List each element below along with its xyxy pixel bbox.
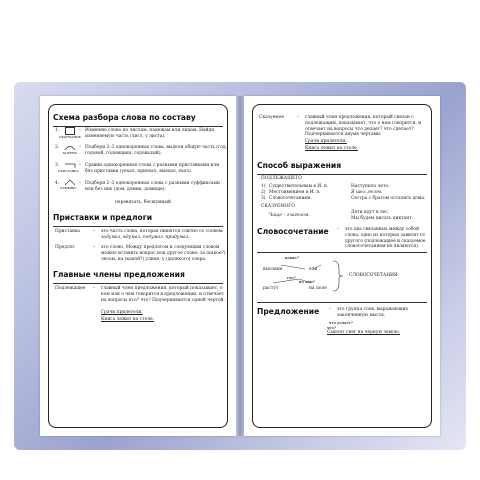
sentence-example: Сыплет снег на черную землю.: [327, 330, 401, 335]
expression-predicate-note: Чаще – глаголом.: [269, 213, 310, 218]
predicate-dash: –: [297, 115, 300, 120]
scheme-item-4-dash: –: [79, 181, 82, 186]
scheme-example: перевязать, бесшумный: [115, 200, 171, 205]
scheme-item-3-dash: –: [79, 163, 82, 168]
expression-item-1-num: 1): [261, 184, 266, 189]
scheme-section: [53, 113, 196, 122]
prefix-dash: –: [93, 229, 96, 234]
phrase-w3: растут: [263, 286, 279, 291]
scheme-item-4-caption: СУФФИКС: [60, 186, 77, 190]
prefixes-divider: [53, 226, 223, 227]
scheme-item-1-caption: ОКОНЧАНИЕ: [59, 135, 81, 139]
phrase-brace: [331, 261, 351, 291]
expression-item-2-num: 2): [261, 190, 266, 195]
predicate-example-1: Грачи прилетели.: [305, 139, 347, 144]
preposition-term: Предлог: [55, 245, 75, 250]
phrase-w1: высокие: [263, 267, 283, 272]
expression-item-1-example: Наступило лето.: [351, 184, 390, 189]
phrase-arrows: [261, 259, 341, 295]
scheme-item-1-text: Изменяю слово по числам, падежам или лицам. Найди изменяемую часть (лист, у листа).: [85, 128, 215, 139]
scheme-item-3-text: Сравни однокоренные слова с разными приставками или без приставки (уехал, приехал, выехал, ехал).: [85, 163, 220, 174]
prefix-text: это часть слова, которая пишется слитно со словом:: [101, 229, 224, 234]
scheme-item-4-text: Подбери 2–3 однокоренных слова с разными суффиксами или без них (дом, домик, домище).: [85, 181, 220, 192]
scheme-item-2-caption: КОРЕНЬ: [63, 151, 77, 155]
expression-item-3-example: Сестра с братом остались дома.: [351, 196, 426, 201]
preposition-dash: –: [93, 245, 96, 250]
phrase-q2: где?: [287, 275, 296, 280]
sentence-text: это группа слов, выражающих законченную мысль.: [337, 307, 409, 318]
scheme-item-1-num: 1.: [55, 128, 60, 133]
subject-dash: –: [93, 286, 96, 291]
expression-title: Способ выражения: [257, 161, 342, 170]
members-divider: [53, 283, 223, 284]
subject-text: главный член предложения, который показывает, о ком или о чем говорится в предложении, и отвечает на вопросы кто? что? Подчеркивается одной чертой.: [101, 286, 225, 303]
suffix-icon: [65, 180, 75, 185]
phrase-title: Словосочетание: [257, 227, 329, 236]
expression-divider: [257, 174, 427, 175]
expression-item-1-label: Существительным в И. п.: [269, 184, 329, 189]
prefix-term: Приставка: [55, 229, 80, 234]
prefixes-title: Приставки и предлоги: [53, 213, 153, 222]
scheme-divider: [53, 126, 223, 127]
preposition-text: это слово. Между предлогом и следующим словом можно вставить вопрос или другое слово: за (какое?) лесом, на (какой?) улице, у (далекого) озера.: [101, 245, 226, 262]
sentence-dash: –: [329, 307, 332, 312]
expression-section: [257, 161, 341, 170]
scheme-item-2-text: Подбери 2–3 однокоренных слова, выдели общую часть (год, годовой, годовщина, годовалый).: [85, 145, 227, 156]
members-title: Главные члены предложения: [53, 270, 185, 279]
subject-example-2: Книга лежит на столе.: [101, 317, 154, 322]
sentence-title: Предложение: [257, 307, 320, 316]
phrase-dash: –: [337, 227, 340, 232]
expression-predicate-example-1: Дети идут в лес.: [351, 210, 390, 215]
scheme-item-3-num: 3.: [55, 163, 60, 168]
scheme-item-2-num: 2.: [55, 145, 60, 150]
scheme-item-4-num: 4.: [55, 181, 60, 186]
phrase-w4: на поле: [309, 286, 327, 291]
right-page-frame: [252, 104, 432, 428]
subject-term: Подлежащее: [55, 286, 86, 291]
expression-predicate-header: СКАЗУЕМОГО: [261, 204, 295, 209]
scheme-item-3-caption: ПРИСТАВКА: [58, 169, 79, 173]
expression-item-2-example: Я шел лесом.: [351, 190, 383, 195]
phrase-q1: какие?: [285, 255, 299, 260]
sentence-divider-top: [257, 302, 427, 303]
expression-subject-header: ПОДЛЕЖАЩЕГО: [261, 176, 302, 181]
expression-item-3-num: 3): [261, 196, 266, 201]
prefix-examples: задумал, вдумал, подумал, придумал.: [101, 235, 190, 240]
phrase-label: СЛОВОСОЧЕТАНИЯ: [349, 273, 398, 278]
root-icon: [65, 145, 75, 150]
phrase-text: это два связанных между собой слова, одно из которых зависит от другого (подлежащее и сказуемое словосочетанием не являются).: [345, 227, 426, 250]
phrase-w2: ели: [309, 267, 318, 272]
members-section: [53, 270, 185, 279]
phrase-divider: [257, 252, 427, 253]
sentence-q: что делает?: [329, 320, 353, 325]
subject-example-1: Грачи прилетели.: [101, 310, 143, 315]
right-page: [244, 96, 440, 436]
sentence-section: [257, 307, 319, 316]
predicate-text: главный член предложения, который связан с подлежащим, показывает, что о нем говорится, и отвечает на вопросы что делает? что сделает? Подчеркивается двумя чертами.: [305, 115, 422, 138]
phrase-section: [257, 227, 329, 236]
prefixes-section: [53, 213, 152, 222]
predicate-example-2: Книга лежит на столе.: [305, 146, 358, 151]
ending-icon: [65, 127, 75, 135]
expression-predicate-example-2: Мы будем писать диктант.: [351, 216, 414, 221]
expression-item-3-label: Словосочетанием.: [269, 196, 312, 201]
phrase-q3: на чём?: [299, 279, 315, 284]
scheme-item-2-dash: –: [79, 145, 82, 150]
scheme-title: Схема разбора слова по составу: [53, 113, 196, 122]
expression-item-2-label: Местоимением в И. п.: [269, 190, 321, 195]
scheme-item-1-dash: –: [79, 128, 82, 133]
notebook-spine: [236, 96, 244, 436]
left-page: [40, 96, 236, 436]
left-page-frame: [48, 104, 228, 428]
prefix-icon: [65, 163, 75, 168]
sentence-q2: что?: [327, 325, 336, 330]
predicate-term: Сказуемое: [259, 115, 284, 120]
